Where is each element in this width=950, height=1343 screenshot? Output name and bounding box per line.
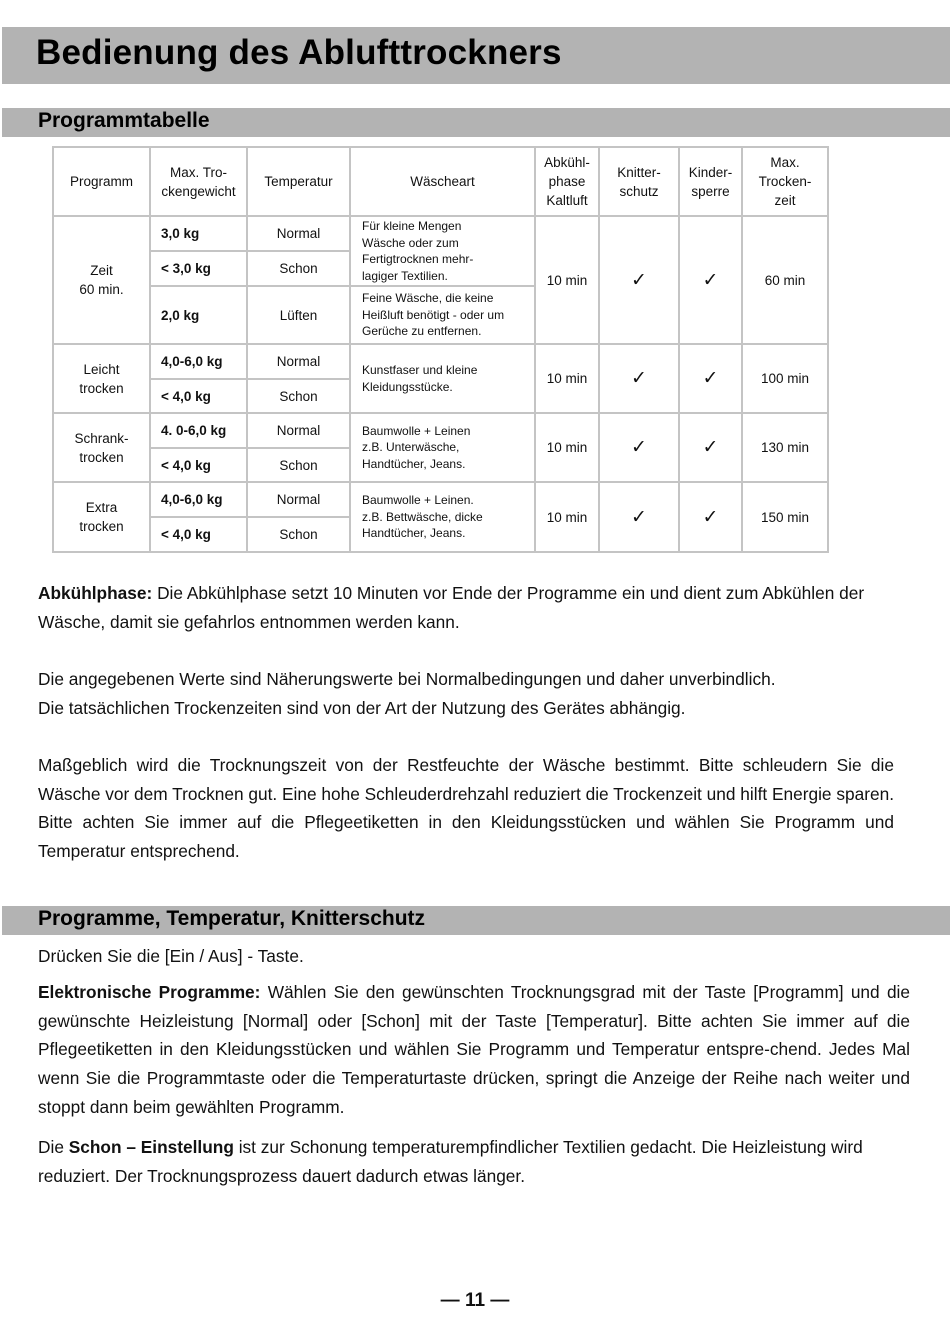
fabric-cell: Für kleine Mengen Wäsche oder zum Fertigtrocknen mehr- lagiger Textilien. — [350, 216, 535, 286]
section-title: Programmtabelle — [38, 109, 210, 132]
weight-cell: < 4,0 kg — [150, 448, 247, 482]
anticrease-check-icon: ✓ — [599, 216, 679, 344]
temperature-cell: Normal — [247, 216, 350, 251]
schon-text: ist zur Schonung temperaturempfindlicher Textilien gedacht. Die Heizleistung wird reduziert. Der Trocknungsprozess dauert dadurch etwas länger. — [38, 1137, 863, 1186]
header-anticrease: Knitter- schutz — [599, 147, 679, 216]
table-row — [53, 482, 828, 517]
electronic-programs-text: Wählen Sie den gewünschten Trocknungsgrad mit der Taste [Programm] und die gewünschte Heizleistung [Normal] oder [Schon] mit der Taste [Temperatur]. Bitte achten Sie immer auf die Pflegeetiketten in den Kleidungsstücken und wählen Sie Programm und Temperatur entspre-chend. Jedes Mal wenn Sie die Programmtaste oder die Temperaturtaste drücken, springt die Anzeige der Reihe nach weiter und stoppt dann beim gewählten Programm. — [38, 982, 911, 1117]
weight-cell: 3,0 kg — [150, 216, 247, 251]
weight-cell: < 4,0 kg — [150, 517, 247, 552]
section-header-programs — [2, 906, 950, 935]
header-childlock: Kinder- sperre — [679, 147, 742, 216]
electronic-programs-paragraph — [38, 978, 910, 1122]
table-header-row — [53, 147, 828, 216]
fabric-cell: Baumwolle + Leinen. z.B. Bettwäsche, dicke Handtücher, Jeans. — [350, 482, 535, 552]
temperature-cell: Normal — [247, 344, 350, 379]
page-header-bar — [2, 27, 950, 84]
max-time-cell: 100 min — [742, 344, 828, 413]
weight-cell: 4,0-6,0 kg — [150, 482, 247, 517]
section-title: Programme, Temperatur, Knitterschutz — [38, 907, 426, 930]
max-time-cell: 60 min — [742, 216, 828, 344]
schon-paragraph — [38, 1133, 910, 1190]
max-time-cell: 150 min — [742, 482, 828, 552]
childlock-check-icon: ✓ — [679, 413, 742, 482]
cooling-cell: 10 min — [535, 413, 599, 482]
fabric-cell: Kunstfaser und kleine Kleidungsstücke. — [350, 344, 535, 413]
fabric-cell: Feine Wäsche, die keine Heißluft benötigt - oder um Gerüche zu entfernen. — [350, 286, 535, 344]
header-temperature: Temperatur — [247, 147, 350, 216]
weight-cell: < 3,0 kg — [150, 251, 247, 286]
weight-cell: 4. 0-6,0 kg — [150, 413, 247, 448]
weight-cell: 2,0 kg — [150, 286, 247, 344]
program-name: Extra trocken — [53, 482, 150, 552]
values-line-1: Die angegebenen Werte sind Näherungswerte bei Normalbedingungen und daher unverbindlich. — [38, 669, 776, 689]
header-fabric: Wäscheart — [350, 147, 535, 216]
cooling-cell: 10 min — [535, 344, 599, 413]
anticrease-check-icon: ✓ — [599, 482, 679, 552]
page-title: Bedienung des Ablufttrockners — [36, 33, 562, 72]
cooling-cell: 10 min — [535, 216, 599, 344]
header-max-weight: Max. Tro- ckengewicht — [150, 147, 247, 216]
temperature-cell: Schon — [247, 517, 350, 552]
anticrease-check-icon: ✓ — [599, 344, 679, 413]
temperature-cell: Schon — [247, 448, 350, 482]
childlock-check-icon: ✓ — [679, 216, 742, 344]
cooling-text: Die Abkühlphase setzt 10 Minuten vor Ende der Programme ein und dient zum Abkühlen der Wäsche, damit sie gefahrlos entnommen werden kann. — [38, 583, 865, 632]
table-row — [53, 216, 828, 251]
weight-cell: < 4,0 kg — [150, 379, 247, 413]
program-name: Schrank- trocken — [53, 413, 150, 482]
fabric-cell: Baumwolle + Leinen z.B. Unterwäsche, Handtücher, Jeans. — [350, 413, 535, 482]
childlock-check-icon: ✓ — [679, 482, 742, 552]
schon-label: Schon – Einstellung — [68, 1137, 234, 1157]
cooling-label: Abkühlphase: — [38, 583, 153, 603]
temperature-cell: Lüften — [247, 286, 350, 344]
temperature-cell: Schon — [247, 379, 350, 413]
temperature-cell: Normal — [247, 413, 350, 448]
cooling-cell: 10 min — [535, 482, 599, 552]
header-max-time: Max. Trocken- zeit — [742, 147, 828, 216]
section-header-program-table — [2, 108, 950, 137]
weight-cell: 4,0-6,0 kg — [150, 344, 247, 379]
press-power-text: Drücken Sie die [Ein / Aus] - Taste. — [38, 946, 304, 966]
spin-paragraph: Maßgeblich wird die Trocknungszeit von der Restfeuchte der Wäsche bestimmt. Bitte schleudern Sie die Wäsche vor dem Trocknen gut. Eine hohe Schleuderdrehzahl reduziert die Trockenzeit und hilft Energie sparen. Bitte achten Sie immer auf die Pflegeetiketten in den Kleidungsstücken und wählen Sie Programm und Temperatur entsprechend. — [38, 755, 894, 862]
header-cooling: Abkühl- phase Kaltluft — [535, 147, 599, 216]
program-name: Leicht trocken — [53, 344, 150, 413]
header-programm: Programm — [53, 147, 150, 216]
table-row — [53, 344, 828, 379]
temperature-cell: Schon — [247, 251, 350, 286]
program-table — [52, 146, 829, 553]
anticrease-check-icon: ✓ — [599, 413, 679, 482]
schon-prefix: Die — [38, 1137, 69, 1157]
cooling-paragraph — [38, 579, 894, 636]
table-row — [53, 413, 828, 448]
temperature-cell: Normal — [247, 482, 350, 517]
childlock-check-icon: ✓ — [679, 344, 742, 413]
electronic-programs-label: Elektronische Programme: — [38, 982, 261, 1002]
values-line-2: Die tatsächlichen Trockenzeiten sind von der Art der Nutzung des Gerätes abhängig. — [38, 698, 686, 718]
max-time-cell: 130 min — [742, 413, 828, 482]
program-name: Zeit 60 min. — [53, 216, 150, 344]
page-number: — 11 — — [440, 1290, 510, 1311]
